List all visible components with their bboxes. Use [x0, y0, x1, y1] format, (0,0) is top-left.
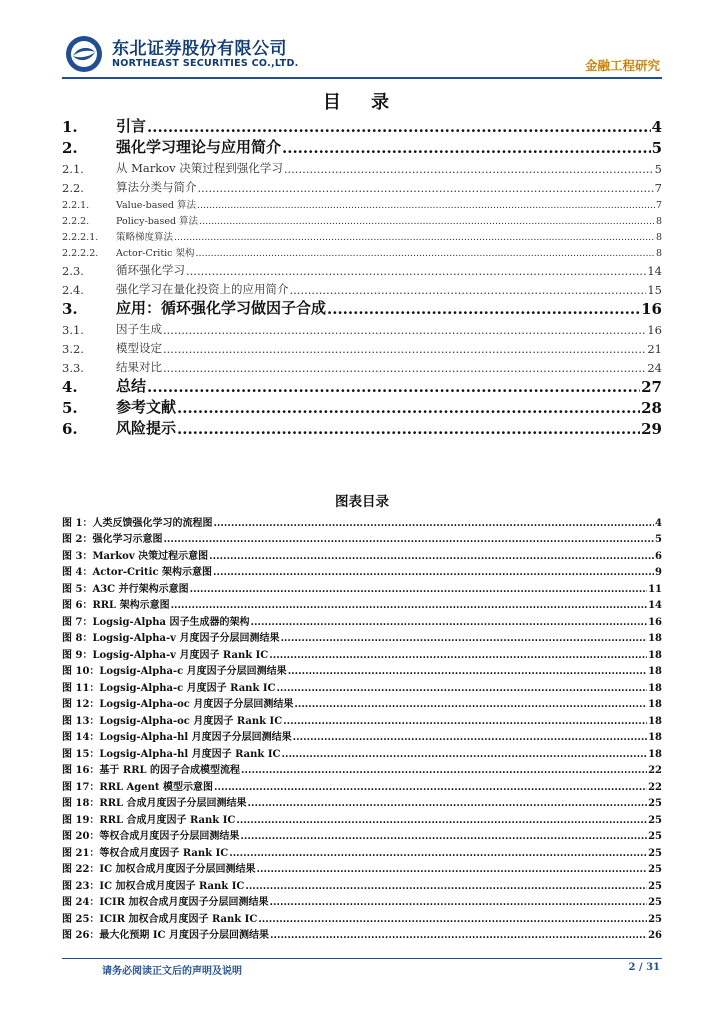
leader-dots: [229, 848, 647, 859]
leader-dots: [269, 650, 647, 661]
figure-entry-page: 25: [648, 913, 662, 925]
leader-dots: [177, 399, 640, 417]
leader-dots: [197, 200, 655, 211]
leader-dots: [248, 798, 648, 809]
figure-entry-label: 图 17：RRL Agent 模型示意图: [62, 781, 214, 793]
leader-dots: [270, 930, 647, 941]
leader-dots: [174, 232, 655, 243]
leader-dots: [270, 897, 648, 908]
figure-entry[interactable]: [62, 710, 662, 727]
toc-entry[interactable]: [62, 318, 662, 337]
leader-dots: [277, 683, 648, 694]
toc-entry-number: 4.: [62, 378, 78, 396]
toc-entry-number: 2.3.: [62, 264, 84, 278]
figure-entry-label: 图 12：Logsig-Alpha-oc 月度因子分层回测结果: [62, 699, 294, 710]
leader-dots: [245, 881, 647, 892]
toc-entry-number: 3.1.: [62, 323, 84, 337]
footer-rule: [62, 958, 662, 959]
toc-entry-label: 算法分类与简介: [116, 180, 197, 194]
department-label: 金融工程研究: [584, 58, 660, 73]
toc-entry[interactable]: [62, 297, 662, 318]
toc-entry[interactable]: [62, 211, 662, 227]
toc-entry-number: 3.3.: [62, 361, 84, 375]
figure-entry-page: 25: [648, 831, 662, 842]
toc-entry-label: Actor-Critic 架构: [116, 248, 195, 259]
figure-entry-page: 18: [648, 715, 662, 727]
figure-entry-label: 图 24：ICIR 加权合成月度因子分层回测结果: [62, 897, 269, 908]
figure-entry-label: 图 15：Logsig-Alpha-hl 月度因子 Rank IC: [62, 748, 281, 760]
toc-entry-page: 16: [641, 300, 662, 318]
toc-title: 目 录: [322, 92, 402, 113]
toc-entry[interactable]: [62, 136, 662, 157]
toc-entry[interactable]: [62, 356, 662, 375]
figure-entry[interactable]: [62, 908, 662, 925]
figure-entry[interactable]: [62, 809, 662, 826]
leader-dots: [199, 216, 655, 227]
figure-entry-label: 图 22：IC 加权合成月度因子分层回测结果: [62, 864, 256, 875]
page-header: [0, 0, 724, 80]
leader-dots: [240, 831, 647, 842]
figure-entry-page: 18: [648, 682, 662, 694]
toc-entry[interactable]: [62, 227, 662, 243]
figure-entry-page: 18: [648, 666, 662, 677]
figure-entry[interactable]: [62, 677, 662, 694]
toc-entry[interactable]: [62, 115, 662, 136]
toc-entry[interactable]: [62, 396, 662, 417]
figure-entry[interactable]: [62, 644, 662, 661]
figure-entry[interactable]: [62, 512, 662, 529]
leader-dots: [288, 666, 647, 677]
toc-entry-page: 7: [655, 200, 662, 211]
figure-entry-label: 图 1：人类反馈强化学习的流程图: [62, 517, 213, 529]
leader-dots: [280, 633, 647, 644]
toc-entry-label: 从 Markov 决策过程到强化学习: [116, 161, 283, 175]
figure-entry-label: 图 26：最大化预期 IC 月度因子分层回测结果: [62, 930, 269, 941]
toc-entry-number: 6.: [62, 420, 78, 438]
toc-entry-label: 模型设定: [116, 341, 162, 355]
figure-entry-label: 图 8：Logsig-Alpha-v 月度因子分层回测结果: [62, 633, 280, 644]
figure-entry[interactable]: [62, 859, 662, 876]
figure-entry[interactable]: [62, 760, 662, 777]
figure-entry[interactable]: [62, 578, 662, 595]
figure-entry-label: 图 25：ICIR 加权合成月度因子 Rank IC: [62, 913, 258, 925]
toc-entry[interactable]: [62, 337, 662, 356]
leader-dots: [147, 378, 640, 396]
toc-entry-page: 16: [647, 323, 662, 337]
toc-entry-page: 8: [655, 248, 662, 259]
figure-entry-label: 图 4：Actor-Critic 架构示意图: [62, 567, 213, 578]
toc-entry[interactable]: [62, 176, 662, 195]
figure-entry[interactable]: [62, 694, 662, 711]
leader-dots: [177, 420, 640, 438]
toc-entry-page: 5: [651, 139, 662, 157]
toc-entry-page: 28: [641, 399, 662, 417]
toc-entry-number: 2.2.1.: [62, 200, 90, 211]
figure-entry[interactable]: [62, 562, 662, 579]
header-rule: [62, 77, 662, 79]
toc-entry[interactable]: [62, 278, 662, 297]
figure-entry-page: 26: [648, 930, 662, 941]
figure-entry-page: 16: [648, 616, 662, 628]
leader-dots: [241, 765, 647, 776]
toc-entry-page: 4: [651, 118, 662, 136]
figure-entry-label: 图 19：RRL 合成月度因子 Rank IC: [62, 814, 236, 826]
leader-dots: [196, 248, 655, 259]
leader-dots: [294, 699, 647, 710]
toc-entry-number: 2.2.2.: [62, 216, 90, 227]
figure-entry[interactable]: [62, 595, 662, 612]
leader-dots: [257, 864, 648, 875]
toc-entry-number: 2.4.: [62, 283, 84, 297]
toc-entry-label: 强化学习在量化投资上的应用简介: [116, 282, 289, 296]
figure-entry-label: 图 6：RRL 架构示意图: [62, 600, 170, 611]
leader-dots: [281, 749, 647, 760]
toc-entry-page: 14: [647, 264, 662, 278]
figure-entry-label: 图 7：Logsig-Alpha 因子生成器的架构: [62, 616, 250, 628]
footer-disclaimer: 请务必阅读正文后的声明及说明: [102, 966, 242, 977]
figure-entry-page: 22: [648, 765, 662, 776]
company-logo-icon: [64, 34, 104, 74]
leader-dots: [282, 139, 651, 157]
figure-entry-page: 9: [655, 567, 662, 578]
toc-entry-label: 结果对比: [116, 360, 162, 374]
toc-entry-page: 15: [647, 283, 662, 297]
leader-dots: [163, 342, 646, 356]
leader-dots: [283, 716, 647, 727]
leader-dots: [209, 551, 654, 562]
toc-entry-page: 27: [641, 378, 662, 396]
toc-entry-number: 1.: [62, 118, 78, 136]
leader-dots: [147, 118, 651, 136]
toc-entry-label: 参考文献: [116, 398, 177, 416]
figure-entry-label: 图 9：Logsig-Alpha-v 月度因子 Rank IC: [62, 649, 269, 661]
figure-entry-page: 14: [648, 600, 662, 611]
figure-entry-page: 11: [648, 583, 662, 595]
toc-entry-label: Policy-based 算法: [116, 216, 199, 227]
leader-dots: [163, 361, 646, 375]
figure-entry-page: 25: [648, 798, 662, 809]
toc-entry-label: 引言: [116, 117, 147, 135]
leader-dots: [213, 518, 654, 529]
toc-entry-number: 2.2.: [62, 181, 84, 195]
figure-entry-label: 图 23：IC 加权合成月度因子 Rank IC: [62, 880, 245, 892]
figure-entry-label: 图 21：等权合成月度因子 Rank IC: [62, 847, 229, 859]
figure-entry-label: 图 14：Logsig-Alpha-hl 月度因子分层回测结果: [62, 732, 292, 743]
toc-entry-page: 21: [647, 342, 662, 356]
figure-entry-page: 5: [655, 534, 662, 545]
toc-entry[interactable]: [62, 259, 662, 278]
toc-entry-page: 5: [654, 162, 662, 176]
leader-dots: [198, 181, 654, 195]
leader-dots: [284, 162, 654, 176]
figure-entry-page: 25: [648, 864, 662, 875]
toc-entry-label: 强化学习理论与应用简介: [116, 138, 282, 156]
toc-entry-page: 8: [655, 216, 662, 227]
leader-dots: [163, 323, 646, 337]
toc-entry-number: 2.2.2.1.: [62, 232, 99, 243]
leader-dots: [171, 600, 648, 611]
figure-entry[interactable]: [62, 842, 662, 859]
figure-entry-label: 图 13：Logsig-Alpha-oc 月度因子 Rank IC: [62, 715, 283, 727]
toc-entry-number: 3.: [62, 300, 78, 318]
figure-entry[interactable]: [62, 545, 662, 562]
leader-dots: [190, 584, 647, 595]
figure-entry-page: 25: [648, 814, 662, 826]
figure-entry[interactable]: [62, 628, 662, 645]
figure-entry[interactable]: [62, 776, 662, 793]
figure-entry-page: 25: [648, 847, 662, 859]
figure-entry[interactable]: [62, 826, 662, 843]
figure-entry-label: 图 5：A3C 并行架构示意图: [62, 583, 189, 595]
toc-entry[interactable]: [62, 195, 662, 211]
toc-entry-page: 8: [655, 232, 662, 243]
leader-dots: [293, 732, 647, 743]
toc-entry-label: Value-based 算法: [116, 200, 196, 211]
toc-entry-label: 应用：循环强化学习做因子合成: [116, 299, 327, 317]
figure-entry-page: 22: [648, 781, 662, 793]
toc-entry[interactable]: [62, 243, 662, 259]
toc-entry-number: 2.1.: [62, 162, 84, 176]
toc-entry[interactable]: [62, 375, 662, 396]
toc-entry-label: 总结: [116, 377, 147, 395]
figure-entry-page: 18: [648, 633, 662, 644]
toc-entry[interactable]: [62, 417, 662, 438]
toc-entry-page: 29: [641, 420, 662, 438]
figure-entry-page: 18: [648, 748, 662, 760]
leader-dots: [214, 782, 647, 793]
toc-entry-label: 策略梯度算法: [116, 232, 174, 243]
toc-entry-label: 风险提示: [116, 419, 177, 437]
figure-entry-page: 6: [655, 550, 662, 562]
table-of-contents: [62, 115, 662, 438]
figure-entry-label: 图 11：Logsig-Alpha-c 月度因子 Rank IC: [62, 682, 276, 694]
toc-entry-number: 5.: [62, 399, 78, 417]
toc-entry-label: 循环强化学习: [116, 263, 185, 277]
toc-entry-page: 7: [654, 181, 662, 195]
figure-entry[interactable]: [62, 727, 662, 744]
figure-entry-page: 18: [648, 732, 662, 743]
figure-entry[interactable]: [62, 892, 662, 909]
leader-dots: [236, 815, 647, 826]
leader-dots: [327, 300, 640, 318]
figures-list: [62, 512, 662, 941]
leader-dots: [186, 264, 646, 278]
figure-entry-page: 25: [648, 880, 662, 892]
figure-entry-label: 图 20：等权合成月度因子分层回测结果: [62, 831, 240, 842]
figure-entry[interactable]: [62, 925, 662, 942]
company-name-cn: 东北证券股份有限公司: [112, 39, 287, 59]
figure-entry-label: 图 2：强化学习示意图: [62, 534, 163, 545]
company-name-en: NORTHEAST SECURITIES CO.,LTD.: [112, 58, 299, 69]
figure-entry-page: 18: [648, 649, 662, 661]
figure-entry[interactable]: [62, 661, 662, 678]
figure-entry-page: 25: [648, 897, 662, 908]
figure-entry-label: 图 10：Logsig-Alpha-c 月度因子分层回测结果: [62, 666, 287, 677]
figure-entry-label: 图 16：基于 RRL 的因子合成模型流程: [62, 765, 241, 776]
toc-entry[interactable]: [62, 157, 662, 176]
toc-entry-number: 3.2.: [62, 342, 84, 356]
page-indicator: 2 / 31: [628, 962, 660, 973]
figure-entry[interactable]: [62, 875, 662, 892]
leader-dots: [251, 617, 648, 628]
leader-dots: [163, 534, 654, 545]
toc-entry-number: 2.: [62, 139, 78, 157]
figures-title: 图表目录: [335, 494, 389, 510]
toc-entry-number: 2.2.2.2.: [62, 248, 99, 259]
figure-entry[interactable]: [62, 529, 662, 546]
figure-entry[interactable]: [62, 793, 662, 810]
toc-entry-page: 24: [647, 361, 662, 375]
leader-dots: [213, 567, 654, 578]
figure-entry-label: 图 18：RRL 合成月度因子分层回测结果: [62, 798, 247, 809]
figure-entry[interactable]: [62, 611, 662, 628]
figure-entry-label: 图 3：Markov 决策过程示意图: [62, 550, 209, 562]
figure-entry-page: 18: [648, 699, 662, 710]
toc-entry-label: 因子生成: [116, 322, 162, 336]
figure-entry[interactable]: [62, 743, 662, 760]
leader-dots: [290, 283, 647, 297]
figure-entry-page: 4: [655, 517, 662, 529]
leader-dots: [258, 914, 647, 925]
